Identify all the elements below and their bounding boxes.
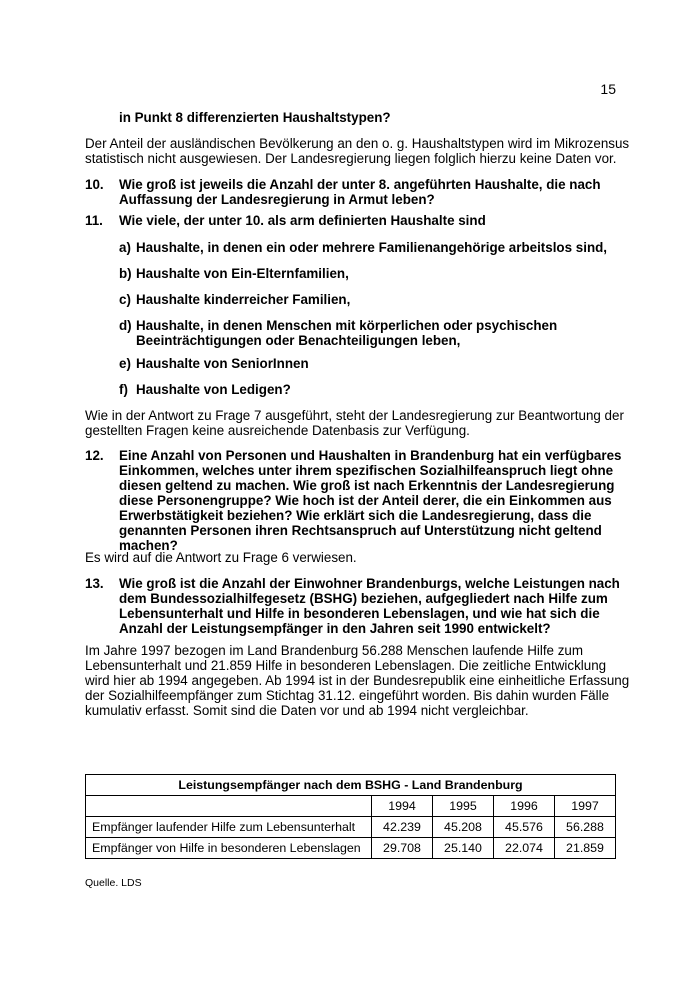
- table-row-label: Empfänger von Hilfe in besonderen Lebenslagen: [86, 838, 372, 859]
- table-header-empty: [86, 796, 372, 817]
- answer-q12: Es wird auf die Antwort zu Frage 6 verwiesen.: [85, 550, 357, 565]
- table-cell: 45.576: [494, 817, 555, 838]
- question-10: [85, 177, 630, 207]
- table-header-year: 1994: [372, 796, 433, 817]
- table-header-year: 1995: [433, 796, 494, 817]
- question-11-item-f: f) Haushalte von Ledigen?: [119, 382, 291, 397]
- question-number: 10.: [85, 177, 104, 192]
- answer-q13: Im Jahre 1997 bezogen im Land Brandenburg 56.288 Menschen laufende Hilfe zum Lebensunterhalt und 21.859 Hilfe in besonderen Lebenslagen. Die zeitliche Entwicklung wird hier ab 1994 angegeben. Ab 1994 ist in der Bundesrepublik eine einheitliche Erfassung der Sozialhilfeempfänger zum Stichtag 31.12. eingeführt worden. Bis dahin wurden Fälle kumulativ erfasst. Somit sind die Daten vor und ab 1994 nicht vergleichbar.: [85, 643, 630, 718]
- question-number: 13.: [85, 576, 104, 591]
- table-source: Quelle. LDS: [85, 877, 142, 889]
- table-header-row: [86, 796, 616, 817]
- question-continuation: in Punkt 8 differenzierten Haushaltstypen?: [119, 110, 391, 125]
- question-13: [85, 576, 630, 636]
- table-cell: 45.208: [433, 817, 494, 838]
- question-number: 11.: [85, 213, 103, 228]
- question-11-item-d: d) Haushalte, in denen Menschen mit körperlichen oder psychischen Beeinträchtigungen oder Benachteiligungen leben,: [119, 318, 558, 348]
- table-header-year: 1997: [555, 796, 616, 817]
- table-cell: 21.859: [555, 838, 616, 859]
- question-11-item-e: e) Haushalte von SeniorInnen: [119, 356, 309, 371]
- question-12: [85, 448, 630, 553]
- table-cell: 29.708: [372, 838, 433, 859]
- table-header-year: 1996: [494, 796, 555, 817]
- table-cell: 22.074: [494, 838, 555, 859]
- question-text: Wie groß ist die Anzahl der Einwohner Brandenburgs, welche Leistungen nach dem Bundessozialhilfegesetz (BSHG) beziehen, aufgegliedert nach Hilfe zum Lebensunterhalt und Hilfe in besonderen Lebenslagen, und wie hat sich die Anzahl der Leistungsempfänger in den Jahren seit 1990 entwickelt?: [119, 576, 620, 636]
- question-text: Eine Anzahl von Personen und Haushalten in Brandenburg hat ein verfügbares Einkommen, welches unter ihrem spezifischen Sozialhilfeanspruch liegt ohne diesen geltend zu machen. Wie groß ist nach Erkenntnis der Landesregierung diese Personengruppe? Wie hoch ist der Anteil derer, die ein Einkommen aus Erwerbstätigkeit beziehen? Wie erklärt sich die Landesregierung, dass die genannten Personen ihren Rechtsanspruch auf Unterstützung nicht geltend machen?: [119, 448, 622, 553]
- question-text: Wie groß ist jeweils die Anzahl der unter 8. angeführten Haushalte, die nach Auffassung der Landesregierung in Armut leben?: [119, 177, 601, 207]
- table-row: [86, 817, 616, 838]
- question-text: Wie viele, der unter 10. als arm definierten Haushalte sind: [119, 213, 486, 228]
- question-11: [85, 213, 630, 228]
- table-cell: 56.288: [555, 817, 616, 838]
- answer-q11: Wie in der Antwort zu Frage 7 ausgeführt, steht der Landesregierung zur Beantwortung der gestellten Fragen keine ausreichende Datenbasis zur Verfügung.: [85, 408, 624, 438]
- answer-household-types: Der Anteil der ausländischen Bevölkerung an den o. g. Haushaltstypen wird im Mikrozensus statistisch nicht ausgewiesen. Der Landesregierung liegen folglich hierzu keine Daten vor.: [85, 136, 630, 166]
- table-row-label: Empfänger laufender Hilfe zum Lebensunterhalt: [86, 817, 372, 838]
- bshg-recipients-table: [85, 774, 616, 859]
- table-cell: 25.140: [433, 838, 494, 859]
- table-cell: 42.239: [372, 817, 433, 838]
- table-title: Leistungsempfänger nach dem BSHG - Land Brandenburg: [86, 775, 616, 796]
- question-11-item-b: b) Haushalte von Ein-Elternfamilien,: [119, 266, 349, 281]
- question-11-item-a: a) Haushalte, in denen ein oder mehrere Familienangehörige arbeitslos sind,: [119, 240, 608, 255]
- table-row: [86, 838, 616, 859]
- question-number: 12.: [85, 448, 104, 463]
- page-number: 15: [600, 81, 616, 97]
- table-title-row: [86, 775, 616, 796]
- question-11-item-c: c) Haushalte kinderreicher Familien,: [119, 292, 351, 307]
